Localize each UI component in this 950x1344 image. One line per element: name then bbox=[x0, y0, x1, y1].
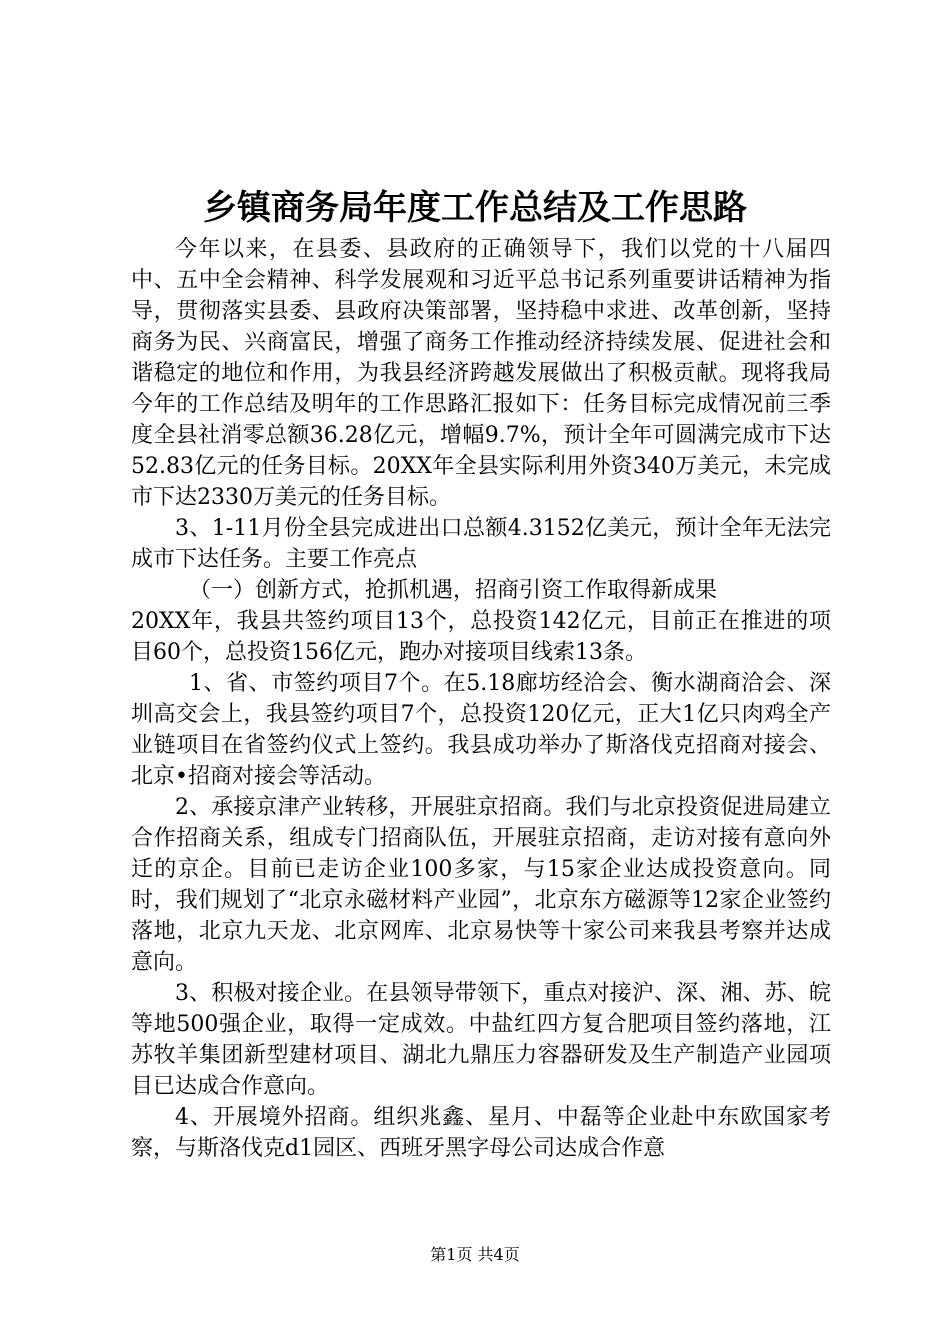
page-number-footer: 第1页 共4页 bbox=[430, 1245, 520, 1264]
section-heading-1: （一）创新方式，抢抓机遇，招商引资工作取得新成果 bbox=[189, 578, 718, 603]
paragraph-item-1: 1、省、市签约项目7个。在5.18廊坊经洽会、衡水湖商洽会、深圳高交会上，我县签约项目7个，总投资120亿元，正大1亿只肉鸡全产业链项目在省签约仪式上签约。我县成功举办了斯洛伐克招商对接会、北京•招商对接会等活动。 bbox=[131, 671, 831, 789]
paragraph-intro: 今年以来，在县委、县政府的正确领导下，我们以党的十八届四中、五中全会精神、科学发展观和习近平总书记系列重要讲话精神为指导，贯彻落实县委、县政府决策部署，坚持稳中求进、改革创新，坚持商务为民、兴商富民，增强了商务工作推动经济持续发展、促进社会和谐稳定的地位和作用，为我县经济跨越发展做出了积极贡献。现将我局今年的工作总结及明年的工作思路汇报如下：任务目标完成情况前三季度全县社消零总额36.28亿元，增幅9.7%，预计全年可圆满完成市下达52.83亿元的任务目标。20XX年全县实际利用外资340万美元，未完成市下达2330万美元的任务目标。 bbox=[131, 237, 831, 510]
paragraph-item-3: 3、积极对接企业。在县领导带领下，重点对接沪、深、湘、苏、皖等地500强企业，取得一定成效。中盐红四方复合肥项目签约落地，江苏牧羊集团新型建材项目、湖北九鼎压力容器研发及生产制造产业园项目已达成合作意向。 bbox=[131, 981, 831, 1099]
paragraph-trade: 3、1-11月份全县完成进出口总额4.3152亿美元，预计全年无法完成市下达任务。主要工作亮点 bbox=[131, 516, 831, 572]
document-body bbox=[131, 234, 831, 1164]
paragraph-item-4: 4、开展境外招商。组织兆鑫、星月、中磊等企业赴中东欧国家考察，与斯洛伐克d1园区、西班牙黑字母公司达成合作意 bbox=[131, 1105, 831, 1161]
document-title: 乡镇商务局年度工作总结及工作思路 bbox=[203, 188, 747, 228]
paragraph-projects: 20XX年，我县共签约项目13个，总投资142亿元，目前正在推进的项目60个，总投资156亿元，跑办对接项目线索13条。 bbox=[131, 609, 831, 665]
paragraph-item-2: 2、承接京津产业转移，开展驻京招商。我们与北京投资促进局建立合作招商关系，组成专门招商队伍，开展驻京招商，走访对接有意向外迁的京企。目前已走访企业100多家，与15家企业达成投资意向。同时，我们规划了“北京永磁材料产业园”，北京东方磁源等12家企业签约落地，北京九天龙、北京网库、北京易快等十家公司来我县考察并达成意向。 bbox=[131, 795, 831, 975]
